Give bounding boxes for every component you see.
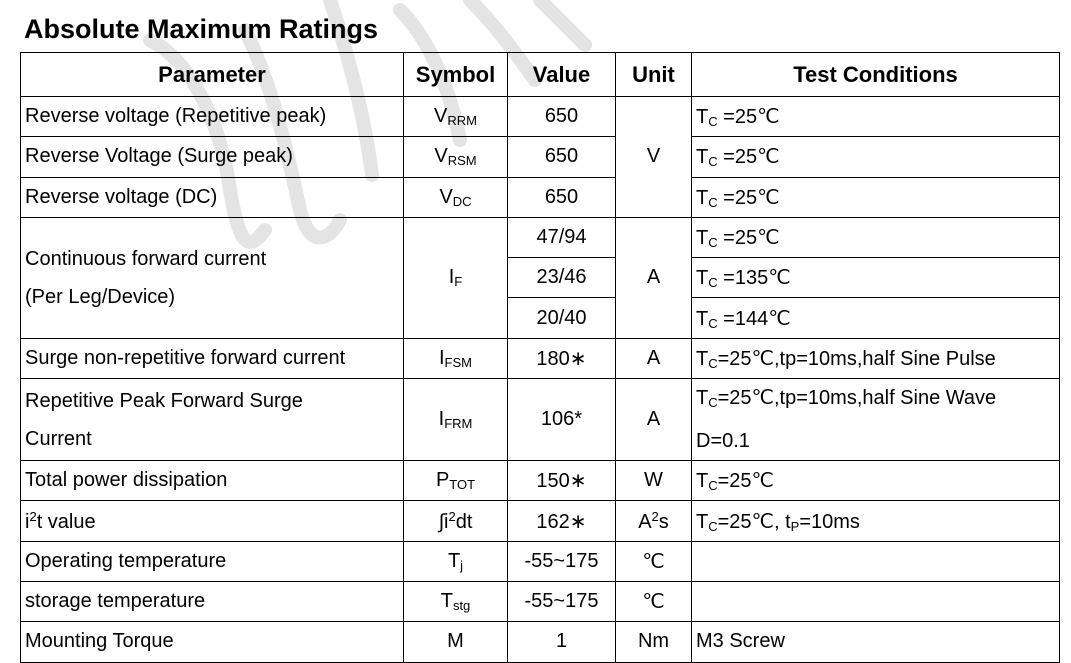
condition-subscript: P: [790, 518, 800, 534]
symbol-subscript: TOT: [449, 477, 476, 493]
condition-text: =25℃, t: [717, 510, 791, 533]
tc-sub: C: [708, 395, 718, 411]
symbol-main: I: [438, 408, 445, 431]
parameter-cell: Total power dissipation: [21, 461, 404, 501]
header-symbol: Symbol: [404, 53, 508, 97]
unit-cell: Nm: [616, 622, 692, 662]
symbol-cell: [404, 461, 508, 501]
condition-text: =25℃: [723, 106, 780, 129]
symbol-cell: [404, 379, 508, 461]
tc-main: T: [696, 510, 709, 533]
value-cell: 650: [508, 177, 616, 217]
condition-cell: [692, 541, 1060, 581]
symbol-main: I: [438, 346, 445, 369]
parameter-cell: Surge non-repetitive forward current: [21, 338, 404, 378]
symbol-cell: [404, 541, 508, 581]
unit-cell: ℃: [616, 541, 692, 581]
page-title: Absolute Maximum Ratings: [24, 14, 379, 44]
symbol-cell: [404, 581, 508, 621]
unit-cell: A: [616, 379, 692, 461]
condition-cell: [692, 298, 1060, 338]
tc-main: T: [696, 227, 709, 250]
table-row: [21, 461, 1060, 501]
parameter-cell: Reverse Voltage (Surge peak): [21, 137, 404, 177]
parameter-cell: Operating temperature: [21, 541, 404, 581]
value-cell: 650: [508, 97, 616, 137]
symbol-cell: [404, 501, 508, 541]
unit-cell: W: [616, 461, 692, 501]
condition-cell: [692, 258, 1060, 298]
parameter-line: Continuous forward current: [25, 247, 267, 270]
value-cell: 106*: [508, 379, 616, 461]
unit-cell: V: [616, 97, 692, 218]
table-row: [21, 338, 1060, 378]
condition-cell: [692, 501, 1060, 541]
symbol-cell: M: [404, 622, 508, 662]
value-cell: 23/46: [508, 258, 616, 298]
table-header-row: [21, 53, 1060, 97]
tc-sub: C: [708, 478, 718, 494]
symbol-subscript: RSM: [447, 153, 477, 169]
symbol-subscript: F: [454, 274, 463, 290]
condition-text: =25℃,tp=10ms,half Sine Pulse: [717, 347, 996, 370]
symbol-subscript: FSM: [444, 354, 472, 370]
symbol-cell: [404, 338, 508, 378]
table-row: [21, 217, 1060, 257]
parameter-cell: Reverse voltage (DC): [21, 177, 404, 217]
table-row: [21, 581, 1060, 621]
symbol-cell: [404, 177, 508, 217]
unit-part: s: [658, 510, 669, 533]
tc-sub: C: [708, 194, 718, 210]
symbol-main: P: [435, 469, 450, 492]
symbol-subscript: FRM: [444, 416, 473, 432]
condition-cell: [692, 461, 1060, 501]
symbol-main: dt: [455, 510, 473, 533]
value-cell: 1: [508, 622, 616, 662]
symbol-main: V: [439, 185, 453, 208]
condition-text: =25℃,tp=10ms,half Sine Wave: [717, 387, 997, 410]
tc-main: T: [696, 267, 709, 290]
parameter-superscript: 2: [29, 508, 37, 524]
tc-sub: C: [708, 275, 718, 291]
symbol-cell: [404, 137, 508, 177]
symbol-main: ∫i: [438, 510, 449, 533]
tc-main: T: [696, 186, 709, 209]
unit-cell: [616, 501, 692, 541]
parameter-cell: Reverse voltage (Repetitive peak): [21, 97, 404, 137]
symbol-subscript: stg: [452, 598, 471, 614]
parameter-line: Repetitive Peak Forward Surge: [25, 389, 303, 412]
symbol-subscript: RRM: [447, 113, 477, 129]
tc-sub: C: [708, 315, 718, 331]
tc-sub: C: [708, 114, 718, 130]
condition-cell: [692, 581, 1060, 621]
header-unit: Unit: [616, 53, 692, 97]
symbol-main: I: [448, 266, 455, 289]
tc-sub: C: [708, 235, 718, 251]
condition-cell: [692, 338, 1060, 378]
header-parameter: Parameter: [21, 53, 404, 97]
symbol-subscript: j: [460, 557, 464, 573]
condition-text: =25℃: [723, 227, 780, 250]
symbol-main: V: [434, 145, 448, 168]
tc-sub: C: [708, 518, 718, 534]
unit-cell: A: [616, 217, 692, 338]
header-value: Value: [508, 53, 616, 97]
value-cell: -55~175: [508, 581, 616, 621]
condition-cell: [692, 217, 1060, 257]
unit-cell: ℃: [616, 581, 692, 621]
parameter-line: Current: [25, 427, 92, 450]
symbol-cell: [404, 97, 508, 137]
tc-main: T: [696, 307, 709, 330]
value-cell: 47/94: [508, 217, 616, 257]
table-row: [21, 501, 1060, 541]
parameter-part: i: [25, 510, 30, 533]
value-cell: -55~175: [508, 541, 616, 581]
tc-main: T: [696, 106, 709, 129]
parameter-cell: Mounting Torque: [21, 622, 404, 662]
parameter-cell: [21, 217, 404, 338]
condition-cell: [692, 97, 1060, 137]
tc-main: T: [696, 470, 709, 493]
symbol-superscript: 2: [448, 508, 456, 524]
tc-main: T: [696, 387, 709, 410]
table-row: [21, 622, 1060, 662]
table-row: [21, 379, 1060, 461]
condition-text: =25℃: [723, 146, 780, 169]
condition-cell: M3 Screw: [692, 622, 1060, 662]
tc-sub: C: [708, 154, 718, 170]
condition-cell: [692, 379, 1060, 461]
unit-cell: A: [616, 338, 692, 378]
unit-part: A: [638, 510, 652, 533]
parameter-line: (Per Leg/Device): [25, 285, 176, 308]
symbol-subscript: DC: [452, 193, 472, 209]
value-cell: 650: [508, 137, 616, 177]
symbol-cell: [404, 217, 508, 338]
parameter-cell: storage temperature: [21, 581, 404, 621]
tc-sub: C: [708, 355, 718, 371]
value-cell: 20/40: [508, 298, 616, 338]
symbol-main: V: [434, 105, 448, 128]
condition-cell: [692, 137, 1060, 177]
ratings-table: [20, 52, 1060, 663]
table-row: [21, 177, 1060, 217]
unit-superscript: 2: [651, 508, 659, 524]
symbol-main: T: [447, 549, 461, 572]
value-cell: 150∗: [508, 461, 616, 501]
tc-main: T: [696, 347, 709, 370]
condition-text: =25℃: [723, 186, 780, 209]
table-row: [21, 137, 1060, 177]
parameter-part: t value: [36, 510, 96, 533]
tc-main: T: [696, 146, 709, 169]
table-row: [21, 97, 1060, 137]
value-cell: 180∗: [508, 338, 616, 378]
table-row: [21, 541, 1060, 581]
parameter-cell: [21, 379, 404, 461]
condition-text: =135℃: [723, 267, 791, 290]
parameter-cell: [21, 501, 404, 541]
condition-cell: [692, 177, 1060, 217]
condition-text: =10ms: [799, 510, 860, 533]
header-conditions: Test Conditions: [692, 53, 1060, 97]
value-cell: 162∗: [508, 501, 616, 541]
condition-text: =25℃: [717, 470, 774, 493]
condition-text: D=0.1: [696, 430, 750, 453]
symbol-main: T: [440, 590, 453, 613]
condition-text: =144℃: [723, 307, 791, 330]
